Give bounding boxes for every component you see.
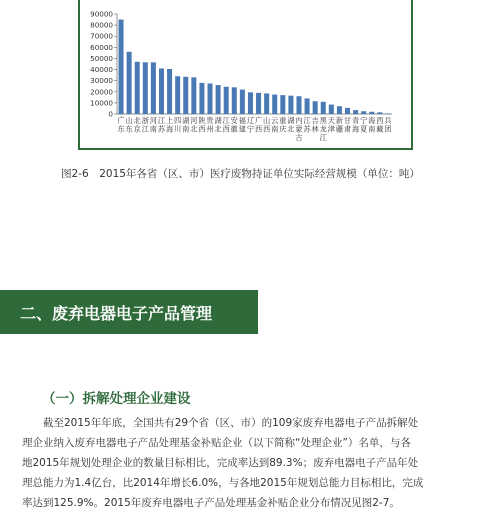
x-tick-label: 湖 [182, 116, 190, 125]
bar [199, 83, 204, 114]
x-tick-label: 广 [117, 116, 125, 125]
y-tick-label: 70000 [90, 31, 113, 41]
chart-frame [78, 0, 413, 150]
x-tick-label: 东 [117, 124, 125, 134]
y-tick-label: 10000 [90, 98, 113, 108]
y-tick-label: 50000 [90, 53, 113, 63]
x-tick-label: 新 [335, 116, 344, 125]
x-tick-label: 海 [165, 124, 174, 134]
x-tick-label: 疆 [335, 124, 344, 134]
x-tick-label: 青 [352, 116, 360, 125]
bar [345, 108, 350, 114]
x-tick-label: 北 [287, 124, 295, 134]
x-tick-label: 福 [238, 116, 246, 125]
body-line: 截至2015年年底，全国共有29个省（区、市）的109家废弃电器电子产品拆解处 [43, 417, 419, 429]
x-tick-label: 南 [368, 124, 376, 134]
x-tick-label: 西 [254, 124, 263, 134]
x-tick-label: 津 [327, 124, 335, 134]
bar [127, 52, 132, 114]
x-tick-label: 建 [238, 124, 246, 134]
x-tick-label: 州 [206, 124, 214, 134]
x-tick-label: 湖 [287, 116, 295, 125]
bar [151, 62, 156, 114]
x-tick-label: 西 [376, 116, 384, 125]
x-tick-label: 上 [165, 116, 174, 125]
bar [167, 69, 172, 114]
x-tick-label: 广 [254, 116, 263, 125]
bar [337, 106, 342, 114]
body-line: 理企业纳入废弃电器电子产品处理基金补贴企业（以下简称“处理企业”）名单，与各 [22, 437, 411, 449]
y-tick-label: 60000 [90, 42, 113, 52]
x-tick-label: 北 [133, 116, 141, 125]
x-tick-label: 南 [182, 124, 190, 134]
x-tick-label: 辽 [246, 116, 255, 125]
x-tick-label: 重 [279, 116, 287, 125]
x-tick-label: 苏 [303, 124, 311, 134]
x-tick-label: 海 [352, 124, 360, 134]
x-tick-label: 江 [319, 133, 327, 142]
x-tick-label: 吉 [311, 116, 319, 125]
bar [280, 95, 285, 114]
x-tick-label: 四 [174, 116, 182, 125]
x-tick-label: 宁 [360, 116, 368, 125]
x-tick-label: 海 [368, 116, 376, 125]
x-tick-label: 兵 [384, 116, 392, 125]
x-tick-label: 山 [125, 116, 133, 125]
y-tick-label: 0 [108, 109, 113, 119]
y-tick-label: 80000 [90, 20, 113, 30]
x-tick-label: 湖 [214, 116, 222, 125]
x-tick-label: 藏 [376, 124, 384, 134]
bar [264, 93, 269, 114]
bar [305, 98, 310, 114]
x-tick-label: 东 [125, 124, 133, 134]
bar [329, 105, 334, 114]
x-tick-label: 北 [190, 124, 198, 134]
x-tick-label: 甘 [343, 116, 352, 125]
x-tick-label: 庆 [279, 124, 287, 134]
bar [224, 87, 229, 114]
x-tick-label: 贵 [206, 116, 214, 125]
x-tick-label: 山 [263, 116, 271, 125]
x-tick-label: 川 [174, 124, 182, 134]
x-tick-label: 天 [327, 116, 335, 125]
x-tick-label: 内 [295, 116, 303, 125]
x-tick-label: 陕 [198, 116, 206, 125]
bar [353, 110, 358, 114]
bar [216, 85, 221, 114]
bar [313, 101, 318, 114]
x-tick-label: 林 [311, 124, 319, 134]
y-tick-label: 20000 [90, 87, 113, 97]
bar [296, 96, 301, 114]
bar [377, 112, 382, 114]
x-tick-label: 西 [263, 124, 271, 134]
bar [119, 20, 124, 114]
x-tick-label: 河 [190, 116, 198, 125]
subsection-title: （一）拆解处理企业建设 [42, 391, 191, 407]
x-tick-label: 古 [295, 133, 303, 142]
x-tick-label: 京 [133, 124, 141, 134]
bar [143, 62, 148, 114]
x-tick-label: 徽 [230, 124, 238, 134]
x-tick-label: 云 [271, 116, 279, 125]
bar [272, 95, 277, 114]
x-tick-label: 龙 [319, 124, 327, 134]
body-paragraph [22, 413, 462, 513]
bar [175, 76, 180, 114]
y-tick-label: 90000 [90, 9, 113, 19]
x-tick-label: 南 [271, 124, 279, 134]
x-tick-label: 黑 [319, 116, 327, 125]
body-line: 地2015年规划处理企业的数量目标相比，完成率达到89.3%；废弃电器电子产品年处 [22, 457, 419, 469]
y-tick-label: 30000 [90, 76, 113, 86]
body-line: 率达到125.9%。2015年废弃电器电子产品处理基金补贴企业分布情况见图2-7。 [22, 497, 400, 509]
bar [159, 68, 164, 114]
bar [361, 111, 366, 114]
x-tick-label: 江 [141, 124, 149, 134]
x-tick-label: 北 [214, 124, 222, 134]
x-tick-label: 蒙 [295, 124, 303, 134]
body-line: 理总能力为1.4亿台，比2014年增长6.0%，与各地2015年规划总能力目标相比，完成 [22, 477, 424, 489]
x-tick-label: 河 [149, 116, 157, 125]
bar [183, 77, 188, 114]
section-header [0, 290, 258, 334]
x-tick-label: 西 [222, 124, 230, 134]
bar [369, 112, 374, 114]
x-tick-label: 南 [149, 124, 157, 134]
x-tick-label: 江 [303, 116, 311, 125]
bar-chart [80, 0, 415, 150]
bar [321, 102, 326, 114]
x-tick-label: 宁 [246, 124, 255, 134]
bar [191, 77, 196, 114]
x-tick-label: 安 [230, 116, 238, 125]
x-tick-label: 浙 [141, 116, 149, 125]
figure-caption: 图2-6 2015年各省（区、市）医疗废物持证单位实际经营规模（单位：吨） [61, 168, 420, 180]
bar [288, 96, 293, 114]
x-tick-label: 西 [198, 124, 206, 134]
bar [248, 92, 253, 114]
bar [232, 87, 237, 114]
x-tick-label: 苏 [157, 124, 166, 134]
bar [385, 113, 390, 114]
bar [208, 83, 213, 114]
y-tick-label: 40000 [90, 65, 113, 75]
x-tick-label: 团 [384, 124, 392, 134]
bar [135, 62, 140, 114]
x-tick-label: 江 [157, 116, 166, 125]
x-tick-label: 夏 [360, 124, 368, 134]
section-title: 二、废弃电器电子产品管理 [20, 303, 213, 323]
x-tick-label: 肃 [343, 124, 352, 134]
bar [240, 90, 245, 114]
x-tick-label: 江 [222, 116, 230, 125]
bar [256, 93, 261, 114]
